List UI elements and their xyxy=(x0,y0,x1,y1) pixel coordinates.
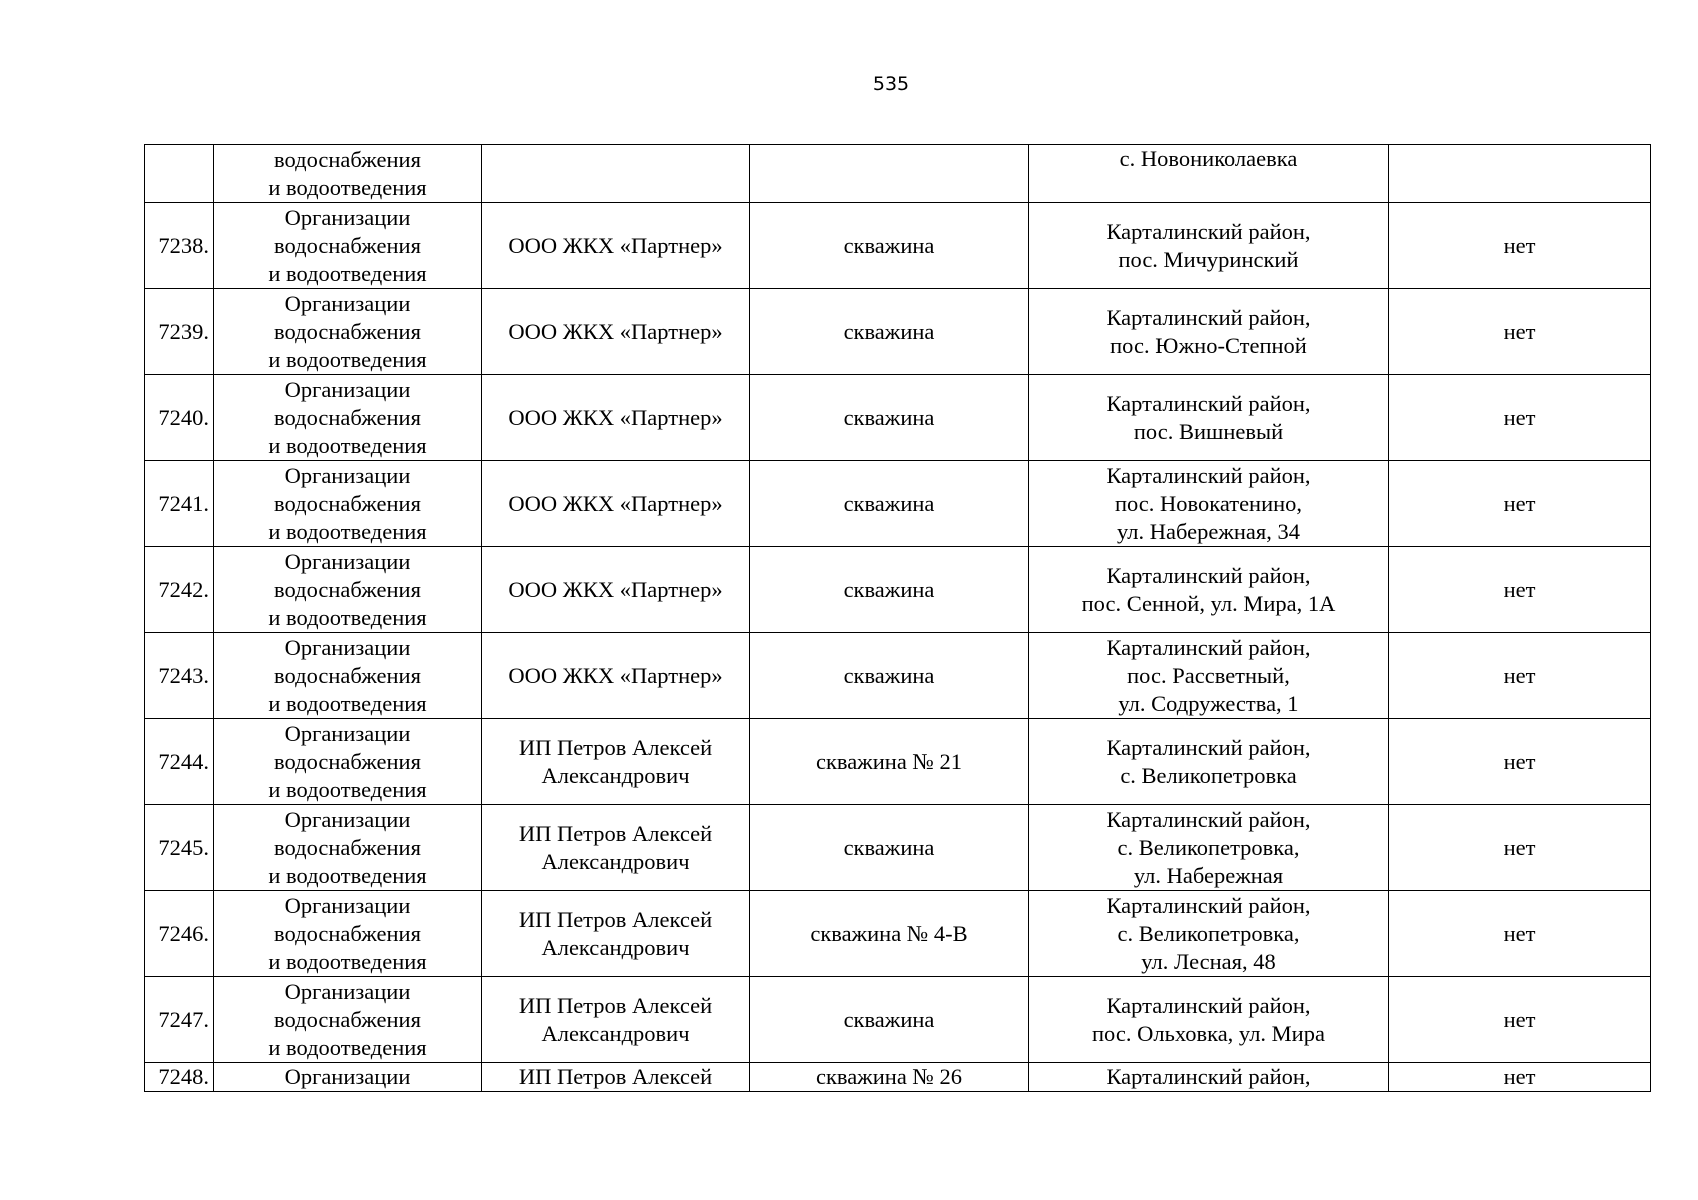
cell-address xyxy=(1029,805,1389,891)
cell-category xyxy=(214,203,482,289)
cell-line: ИП Петров Алексей xyxy=(518,820,713,846)
cell-line: Организации xyxy=(284,376,411,402)
table-row xyxy=(145,203,1651,289)
cell-line: с. Великопетровка, xyxy=(1117,920,1300,946)
cell-line: и водоотведения xyxy=(268,1034,427,1060)
table-row xyxy=(145,547,1651,633)
cell-line: и водоотведения xyxy=(268,174,427,200)
cell-line: Организации xyxy=(284,892,411,918)
table-row-continuation xyxy=(145,145,1651,203)
cell-num: 7242. xyxy=(145,547,214,633)
cell-address xyxy=(1029,547,1389,633)
cell-line: ул. Набережная, 34 xyxy=(1116,518,1301,544)
cell-line: ООО ЖКХ «Партнер» xyxy=(508,576,723,602)
cell-num: 7247. xyxy=(145,977,214,1063)
cell-line: пос. Сенной, ул. Мира, 1А xyxy=(1081,590,1336,616)
cell-object xyxy=(750,145,1029,203)
cell-object: скважина № 21 xyxy=(750,719,1029,805)
cell-flag xyxy=(1389,145,1651,203)
cell-address xyxy=(1029,145,1389,203)
cell-organization xyxy=(482,719,750,805)
cell-flag: нет xyxy=(1389,805,1651,891)
cell-line: и водоотведения xyxy=(268,604,427,630)
table-row xyxy=(145,891,1651,977)
cell-organization xyxy=(482,289,750,375)
cell-object: скважина № 26 xyxy=(750,1063,1029,1092)
cell-line: Александрович xyxy=(541,762,690,788)
cell-line: ИП Петров Алексей xyxy=(518,906,713,932)
cell-line: пос. Новокатенино, xyxy=(1114,490,1303,516)
cell-line: Организации xyxy=(284,290,411,316)
cell-category xyxy=(214,375,482,461)
cell-line: водоснабжения xyxy=(274,490,421,516)
cell-object: скважина xyxy=(750,375,1029,461)
cell-organization xyxy=(482,547,750,633)
cell-line: водоснабжения xyxy=(274,232,421,258)
cell-category xyxy=(214,977,482,1063)
cell-line: ООО ЖКХ «Партнер» xyxy=(508,318,723,344)
cell-line: Карталинский район, xyxy=(1106,218,1311,244)
cell-organization xyxy=(482,891,750,977)
table-row xyxy=(145,633,1651,719)
cell-num xyxy=(145,145,214,203)
cell-line: Организации xyxy=(284,462,411,488)
cell-line: ООО ЖКХ «Партнер» xyxy=(508,232,723,258)
cell-line: Карталинский район, xyxy=(1106,992,1311,1018)
cell-line: и водоотведения xyxy=(268,346,427,372)
cell-line: пос. Ольховка, ул. Мира xyxy=(1092,1020,1325,1046)
cell-line: водоснабжения xyxy=(274,404,421,430)
table-row xyxy=(145,375,1651,461)
cell-line: Карталинский район, xyxy=(1106,304,1311,330)
cell-line: ИП Петров Алексей xyxy=(518,734,713,760)
cell-object: скважина xyxy=(750,977,1029,1063)
cell-line: и водоотведения xyxy=(268,260,427,286)
cell-address xyxy=(1029,977,1389,1063)
cell-line: пос. Вишневый xyxy=(1133,418,1284,444)
cell-flag: нет xyxy=(1389,375,1651,461)
cell-num: 7245. xyxy=(145,805,214,891)
registry-rows xyxy=(145,203,1651,1063)
cell-category: Организации xyxy=(214,1063,482,1092)
cell-line: ООО ЖКХ «Партнер» xyxy=(508,404,723,430)
cell-line: водоснабжения xyxy=(274,318,421,344)
cell-organization xyxy=(482,977,750,1063)
cell-line: и водоотведения xyxy=(268,862,427,888)
cell-num: 7240. xyxy=(145,375,214,461)
cell-category xyxy=(214,891,482,977)
cell-category xyxy=(214,145,482,203)
cell-flag: нет xyxy=(1389,977,1651,1063)
cell-line: водоснабжения xyxy=(274,1006,421,1032)
cell-line: и водоотведения xyxy=(268,948,427,974)
cell-line: и водоотведения xyxy=(268,518,427,544)
cell-line: ул. Лесная, 48 xyxy=(1141,948,1276,974)
cell-line: и водоотведения xyxy=(268,776,427,802)
table-row xyxy=(145,719,1651,805)
cell-flag: нет xyxy=(1389,719,1651,805)
cell-line: ООО ЖКХ «Партнер» xyxy=(508,490,723,516)
cell-address xyxy=(1029,203,1389,289)
page-number: 535 xyxy=(872,73,910,95)
cell-address xyxy=(1029,375,1389,461)
cell-line: Карталинский район, xyxy=(1106,734,1311,760)
cell-line: ул. Содружества, 1 xyxy=(1118,690,1299,716)
cell-line: ул. Набережная xyxy=(1133,862,1284,888)
cell-organization: ИП Петров Алексей xyxy=(482,1063,750,1092)
cell-line: Организации xyxy=(284,634,411,660)
cell-object: скважина № 4-В xyxy=(750,891,1029,977)
cell-organization xyxy=(482,805,750,891)
table-row-partial xyxy=(145,1063,1651,1092)
cell-line: водоснабжения xyxy=(274,920,421,946)
cell-flag: нет xyxy=(1389,633,1651,719)
table-row xyxy=(145,805,1651,891)
cell-object: скважина xyxy=(750,633,1029,719)
cell-num: 7244. xyxy=(145,719,214,805)
cell-category xyxy=(214,719,482,805)
cell-category xyxy=(214,461,482,547)
cell-line: Карталинский район, xyxy=(1106,892,1311,918)
cell-line: водоснабжения xyxy=(274,662,421,688)
cell-flag: нет xyxy=(1389,461,1651,547)
cell-line: ИП Петров Алексей xyxy=(518,992,713,1018)
cell-line: Организации xyxy=(284,720,411,746)
cell-line: и водоотведения xyxy=(268,690,427,716)
cell-line: Организации xyxy=(284,806,411,832)
table-row xyxy=(145,977,1651,1063)
cell-organization xyxy=(482,145,750,203)
cell-num: 7239. xyxy=(145,289,214,375)
table-row xyxy=(145,461,1651,547)
cell-flag: нет xyxy=(1389,289,1651,375)
cell-line: с. Великопетровка, xyxy=(1117,834,1300,860)
cell-category xyxy=(214,633,482,719)
cell-line: Организации xyxy=(284,548,411,574)
cell-flag: нет xyxy=(1389,547,1651,633)
cell-object: скважина xyxy=(750,547,1029,633)
cell-line: пос. Мичуринский xyxy=(1118,246,1299,272)
cell-address xyxy=(1029,461,1389,547)
cell-organization xyxy=(482,203,750,289)
cell-line: Карталинский район, xyxy=(1106,634,1311,660)
cell-line: Александрович xyxy=(541,1020,690,1046)
cell-object: скважина xyxy=(750,203,1029,289)
cell-num: 7241. xyxy=(145,461,214,547)
cell-category xyxy=(214,547,482,633)
cell-address xyxy=(1029,719,1389,805)
cell-line: ООО ЖКХ «Партнер» xyxy=(508,662,723,688)
cell-line: Карталинский район, xyxy=(1106,462,1311,488)
cell-line: Карталинский район, xyxy=(1106,806,1311,832)
cell-line: Александрович xyxy=(541,934,690,960)
cell-num: 7248. xyxy=(145,1063,214,1092)
cell-address: Карталинский район, xyxy=(1029,1063,1389,1092)
registry-table xyxy=(144,144,1651,1092)
table-row xyxy=(145,289,1651,375)
cell-object: скважина xyxy=(750,805,1029,891)
cell-organization xyxy=(482,633,750,719)
cell-organization xyxy=(482,461,750,547)
cell-line: с. Новониколаевка xyxy=(1119,146,1298,171)
cell-address xyxy=(1029,289,1389,375)
cell-num: 7238. xyxy=(145,203,214,289)
cell-line: водоснабжения xyxy=(274,146,421,172)
cell-object: скважина xyxy=(750,461,1029,547)
cell-organization xyxy=(482,375,750,461)
cell-line: Александрович xyxy=(541,848,690,874)
cell-address xyxy=(1029,633,1389,719)
cell-category xyxy=(214,805,482,891)
cell-line: с. Великопетровка xyxy=(1120,762,1297,788)
cell-line: водоснабжения xyxy=(274,748,421,774)
cell-line: Карталинский район, xyxy=(1106,390,1311,416)
cell-line: пос. Рассветный, xyxy=(1127,662,1290,688)
cell-flag: нет xyxy=(1389,891,1651,977)
cell-line: и водоотведения xyxy=(268,432,427,458)
cell-category xyxy=(214,289,482,375)
cell-line: пос. Южно-Степной xyxy=(1110,332,1307,358)
cell-flag: нет xyxy=(1389,1063,1651,1092)
cell-address xyxy=(1029,891,1389,977)
cell-num: 7246. xyxy=(145,891,214,977)
cell-line: Организации xyxy=(284,204,411,230)
cell-flag: нет xyxy=(1389,203,1651,289)
cell-line: Организации xyxy=(284,978,411,1004)
cell-line: водоснабжения xyxy=(274,576,421,602)
cell-line: Карталинский район, xyxy=(1106,562,1311,588)
cell-num: 7243. xyxy=(145,633,214,719)
cell-object: скважина xyxy=(750,289,1029,375)
cell-line: водоснабжения xyxy=(274,834,421,860)
